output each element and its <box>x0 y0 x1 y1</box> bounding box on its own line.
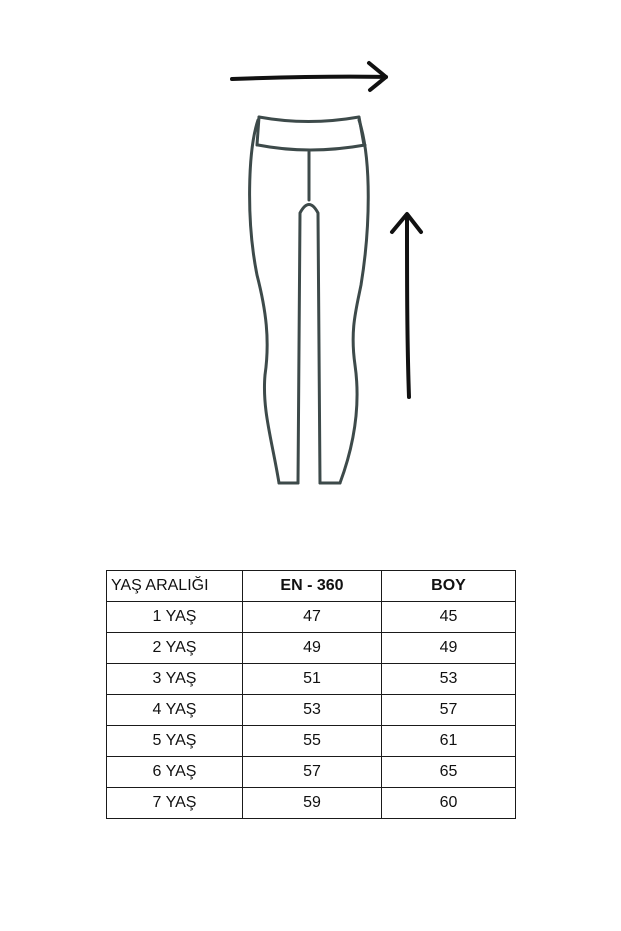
length-cell: 60 <box>382 788 516 819</box>
age-cell: 7 YAŞ <box>107 788 243 819</box>
width-cell: 57 <box>243 757 382 788</box>
table-row <box>107 664 516 695</box>
table-row <box>107 602 516 633</box>
length-cell: 45 <box>382 602 516 633</box>
length-arrow-icon <box>392 214 421 397</box>
age-cell: 6 YAŞ <box>107 757 243 788</box>
length-cell: 49 <box>382 633 516 664</box>
age-cell: 1 YAŞ <box>107 602 243 633</box>
header-width: EN - 360 <box>243 571 382 602</box>
age-cell: 2 YAŞ <box>107 633 243 664</box>
waistband-bottom <box>258 145 365 150</box>
table-header-row <box>107 571 516 602</box>
left-outer-seam <box>250 120 279 483</box>
age-cell: 4 YAŞ <box>107 695 243 726</box>
width-cell: 53 <box>243 695 382 726</box>
inseam <box>298 205 320 484</box>
right-outer-seam <box>340 120 368 483</box>
size-chart-table <box>106 570 516 819</box>
width-arrow-icon <box>232 63 386 90</box>
table-row <box>107 757 516 788</box>
width-cell: 55 <box>243 726 382 757</box>
width-cell: 49 <box>243 633 382 664</box>
header-length: BOY <box>382 571 516 602</box>
age-cell: 3 YAŞ <box>107 664 243 695</box>
table-row <box>107 633 516 664</box>
length-cell: 57 <box>382 695 516 726</box>
leggings-icon <box>250 117 369 483</box>
width-cell: 47 <box>243 602 382 633</box>
length-cell: 65 <box>382 757 516 788</box>
waistband-top <box>259 117 359 122</box>
age-cell: 5 YAŞ <box>107 726 243 757</box>
table-row <box>107 788 516 819</box>
header-age-range: YAŞ ARALIĞI <box>107 571 243 602</box>
width-cell: 59 <box>243 788 382 819</box>
table-row <box>107 695 516 726</box>
table-row <box>107 726 516 757</box>
length-cell: 53 <box>382 664 516 695</box>
width-cell: 51 <box>243 664 382 695</box>
length-cell: 61 <box>382 726 516 757</box>
